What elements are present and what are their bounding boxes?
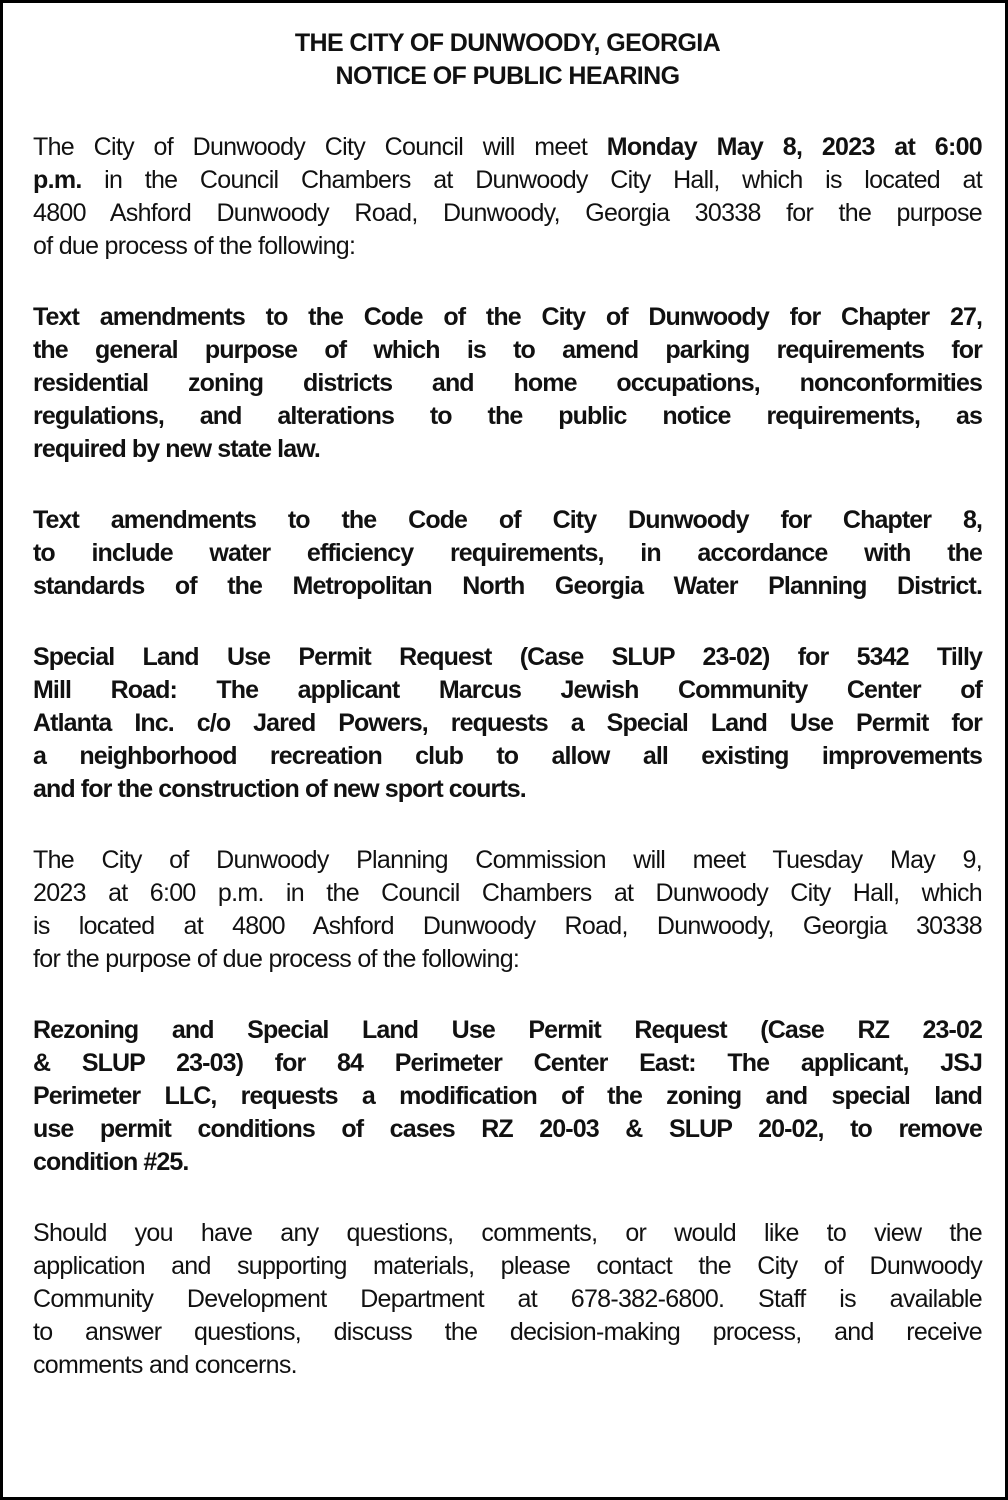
title-city: THE CITY OF DUNWOODY, GEORGIA xyxy=(294,29,721,57)
notice-title xyxy=(33,27,982,93)
slup-23-02-paragraph: Special Land Use Permit Request (Case SLUP 23-02) for 5342 Tilly Mill Road: The applicant Marcus Jewish Community Center of Atlanta Inc. c/o Jared Powers, requests a Special Land Use Permit for a neighborhood recreation club to allow all existing improvements and for the construction of new sport courts. xyxy=(33,643,982,803)
council-meeting-paragraph: The City of Dunwoody City Council will meet Monday May 8, 2023 at 6:00 p.m. in the Council Chambers at Dunwoody City Hall, which is located at 4800 Ashford Dunwoody Road, Dunwoody, Georgia 30338 for the purpose of due process of the following: xyxy=(33,133,982,260)
chapter-27-amendment-paragraph: Text amendments to the Code of the City of Dunwoody for Chapter 27, the general purpose of which is to amend parking requirements for residential zoning districts and home occupations, nonconformities regulations, and alterations to the public notice requirements, as required by new state law. xyxy=(33,303,982,463)
council-meeting-date: Monday May 8, 2023 at 6:00 xyxy=(606,133,982,161)
chapter-8-amendment-paragraph: Text amendments to the Code of City Dunwoody for Chapter 8, to include water efficiency requirements, in accordance with the standards of the Metropolitan North Georgia Water Planning District. xyxy=(33,506,982,600)
rz-23-02-paragraph: Rezoning and Special Land Use Permit Request (Case RZ 23-02 & SLUP 23-03) for 84 Perimeter Center East: The applicant, JSJ Perimeter LLC, requests a modification of the zoning and special land use permit conditions of cases RZ 20-03 & SLUP 20-02, to remove condition #25. xyxy=(33,1016,982,1176)
planning-commission-paragraph: The City of Dunwoody Planning Commission will meet Tuesday May 9, 2023 at 6:00 p.m. in the Council Chambers at Dunwoody City Hall, which is located at 4800 Ashford Dunwoody Road, Dunwoody, Georgia 30338 for the purpose of due process of the following: xyxy=(33,846,982,973)
title-notice: NOTICE OF PUBLIC HEARING xyxy=(335,62,680,90)
contact-paragraph: Should you have any questions, comments, or would like to view the application and supporting materials, please contact the City of Dunwoody Community Development Department at 678-382-6800. Staff is available to answer questions, discuss the decision-making process, and receive comments and concerns. xyxy=(33,1219,982,1379)
public-notice xyxy=(33,27,982,1382)
